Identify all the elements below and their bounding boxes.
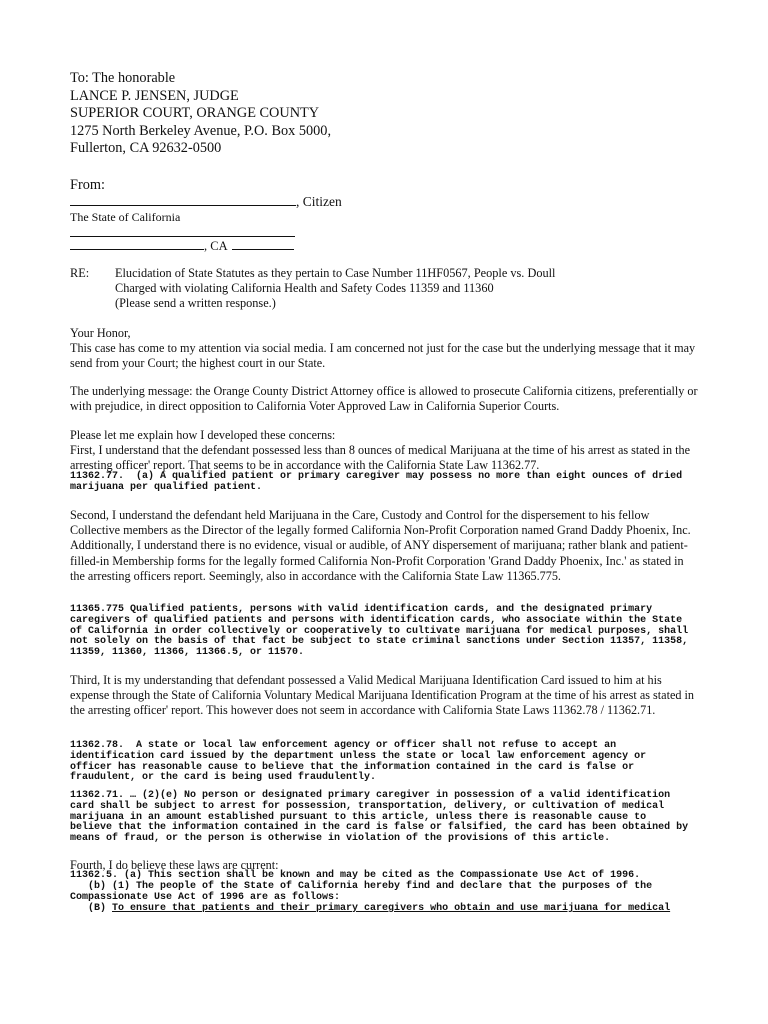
paragraph: Additionally, I understand there is no evidence, visual or audible, of ANY dispersement of marijuana; rather blank and patient-filled-in Membership forms for the legally formed California Non-Profit Corporation 'Grand Daddy Phoenix, Inc.' as stated in the arresting officers report. Seemingly, also in accordance with the California State Law 11365.775.: [70, 538, 688, 583]
re-line: (Please send a written response.): [115, 296, 276, 311]
sender-city-line: [70, 237, 294, 254]
city-blank: [70, 237, 204, 250]
statute-quote: 11362.78. A state or local law enforcement agency or officer shall not refuse to accept an identification card issued by the department unless the state or local law enforcement agency or officer has reasonable cause to believe that the information contained in the card is false or fraudulent, or the card is being used fraudulently.: [70, 740, 647, 784]
re-line: Elucidation of State Statutes as they pertain to Case Number 11HF0567, People vs. Doull: [115, 266, 556, 280]
address-line: Fullerton, CA 92632-0500: [70, 140, 222, 157]
paragraph: Second, I understand the defendant held Marijuana in the Care, Custody and Control for the dispersement to his fellow Collective members as the Director of the legally formed California Non-Profit Corporation named Grand Daddy Phoenix, Inc.: [70, 508, 691, 538]
paragraph: Please let me explain how I developed these concerns:: [70, 428, 336, 442]
statute-quote: 11362.71. … (2)(e) No person or designated primary caregiver in possession of a valid identification card shall be subject to arrest for possession, transportation, delivery, or cultivation of medical marijuana in an amount established pursuant to this article, unless there is reasonable cause to believe that the information contained in the card is false or falsified, the card has been obtained by means of fraud, or the person is otherwise in violation of the provisions of this article.: [70, 790, 689, 845]
salutation: Your Honor,: [70, 326, 131, 340]
zip-blank: [232, 237, 294, 250]
paragraph-block: [70, 428, 698, 474]
underlined-statute-text: To ensure that patients and their primary caregivers who obtain and use marijuana for medical: [112, 903, 671, 914]
address-line: LANCE P. JENSEN, JUDGE: [70, 87, 239, 104]
statute-quote: 11362.5. (a) This section shall be known and may be cited as the Compassionate Use Act of 1996. (b) (1) The people of the State of California hereby find and declare that the purposes of the Compassionate Use Act of 1996 are as follows:: [70, 870, 653, 903]
paragraph: This case has come to my attention via social media. I am concerned not just for the case but the underlying message that it may send from your Court; the highest court in our State.: [70, 341, 696, 371]
paragraph: Third, It is my understanding that defendant possessed a Valid Medical Marijuana Identification Card issued to him at his expense through the State of California Voluntary Medical Marijuana Identification Program at the time of his arrest as stated in the arresting officer' report. This however does not seem in accordance with California State Laws 11362.78 / 11362.71.: [70, 673, 694, 718]
ca-label: , CA: [204, 239, 228, 253]
address-line: To: The honorable: [70, 70, 176, 86]
paragraph: Fourth, I do believe these laws are current:: [70, 858, 279, 872]
statute-prefix: (B): [70, 903, 113, 914]
letter-body: [70, 326, 698, 372]
paragraph: First, I understand that the defendant possessed less than 8 ounces of medical Marijuana at the time of his arrest as stated in the arresting officer' report. That seems to be in accordance with the California State Law 11362.77.: [70, 443, 691, 473]
sender-name-line: [70, 193, 342, 210]
re-label: RE:: [70, 266, 90, 280]
paragraph-block: [70, 508, 698, 584]
from-label: From:: [70, 177, 105, 193]
sender-state: The State of California: [70, 210, 181, 224]
statute-quote-line: [70, 904, 710, 915]
statute-quote: 11365.775 Qualified patients, persons with valid identification cards, and the designated primary caregivers of qualified patients and persons with identification cards, who associate within the State of California in order collectively or cooperatively to cultivate marijuana for medical purposes, shall not solely on the basis of that fact be subject to state criminal sanctions under Section 11357, 11358, 11359, 11360, 11366, 11366.5, or 11570.: [70, 604, 689, 659]
address-line: 1275 North Berkeley Avenue, P.O. Box 5000,: [70, 122, 332, 139]
statute-quote: 11362.77. (a) A qualified patient or primary caregiver may possess no more than eight ounces of dried marijuana per qualified patient.: [70, 471, 683, 493]
citizen-label: , Citizen: [296, 194, 342, 209]
re-body: [115, 266, 555, 312]
recipient-address: [70, 70, 331, 158]
paragraph: The underlying message: the Orange County District Attorney office is allowed to prosecute California citizens, preferentially or with prejudice, in direct opposition to California Voter Approved Law in California Superior Courts.: [70, 384, 698, 414]
re-line: Charged with violating California Health and Safety Codes 11359 and 11360: [115, 281, 494, 296]
address-line: SUPERIOR COURT, ORANGE COUNTY: [70, 105, 320, 122]
sender-name-blank: [70, 193, 296, 206]
